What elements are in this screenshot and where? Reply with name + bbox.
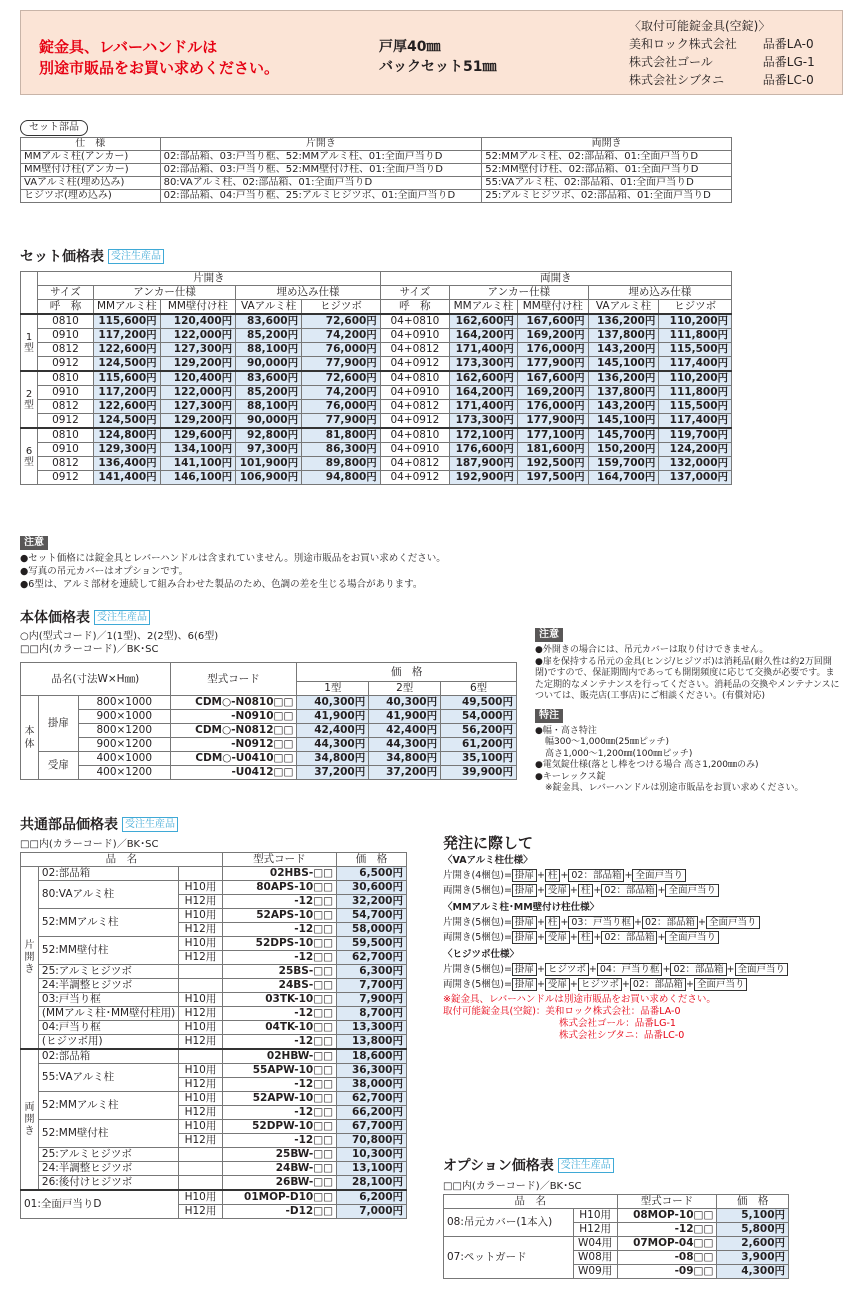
set-price-row: 0812 122,600円 127,300円 88,100円 76,000円 04+0812 171,400円 176,000円 143,200円 115,500円 (21, 343, 732, 357)
body-code-legend: ○内(型式コード)／1(1型)、2(2型)、6(6型) □□内(カラーコード)／BK･SC (20, 631, 219, 655)
option-code-legend: □□内(カラーコード)／BK･SC (443, 1181, 582, 1192)
set-price-title: セット価格表 受注生産品 (20, 248, 164, 266)
common-row: H12用 -D12□□ 7,000円 (21, 1205, 407, 1219)
set-notes: 注意 ●セット価格には錠金具とレバーハンドルは含まれていません。別途市販品をお買い求めください。 ●写真の吊元カバーはオプションです。 ●6型は、アルミ部材を連続して組み合わせた製品のため、色調の差を生じる場合があります。 (20, 537, 446, 590)
order-part-box: 掛扉 (512, 869, 537, 882)
order-part-box: 柱 (578, 931, 594, 944)
set-price-row: 6型 0810 124,800円 129,600円 92,800円 81,800円 04+0810 172,100円 177,100円 145,700円 119,700円 (21, 428, 732, 443)
common-row: 24:半調整ヒジツボ 24BS-□□ 7,700円 (21, 979, 407, 993)
order-s1a: 片開き(4梱包)= 掛扉 + 柱 + 02：部品箱 + 全面戸当り (443, 868, 843, 883)
order-part-box: 03：戸当り框 (568, 916, 634, 929)
common-row: 52:MMアルミ柱 H10用 52APW-10□□ 62,700円 (21, 1092, 407, 1106)
common-row: H12用 -12□□ 58,000円 (21, 923, 407, 937)
common-row: 52:MM壁付柱 H10用 52DPW-10□□ 67,700円 (21, 1120, 407, 1134)
info-banner (20, 10, 843, 95)
order-part-box: 全面戸当り (735, 963, 789, 976)
set-price-row: 0910 129,300円 134,100円 97,300円 86,300円 04+0910 176,600円 181,600円 150,200円 124,200円 (21, 443, 732, 457)
common-row: 55:VAアルミ柱 H10用 55APW-10□□ 36,300円 (21, 1064, 407, 1078)
order-part-box: 掛扉 (512, 931, 537, 944)
order-part-box: 受扉 (545, 931, 570, 944)
order-part-box: 02：部品箱 (568, 869, 624, 882)
common-row: (MMアルミ柱･MM壁付柱用) H12用 -12□□ 8,700円 (21, 1007, 407, 1021)
order-part-box: 02：部品箱 (630, 978, 686, 991)
order-part-box: 02：部品箱 (642, 916, 698, 929)
common-row: 52:MM壁付柱 H10用 52DPS-10□□ 59,500円 (21, 937, 407, 951)
option-price-table: 品 名 型式コード 価 格 08:吊元カバー(1本入) H10用 08MOP-10□□ 5,100円 H12用 -12□□ 5,800円 07:ペットガード W04用 07MOP-04□□ 2,600円 W08用 -08□□ 3,900円 W09用 -09□□ 4,300円 (443, 1194, 789, 1279)
order-part-box: 全面戸当り (694, 978, 748, 991)
common-row: (ヒジツボ用) H12用 -12□□ 13,800円 (21, 1035, 407, 1050)
type-label: 6型 (21, 428, 38, 485)
set-price-row: 0812 136,400円 141,100円 101,900円 89,800円 04+0812 187,900円 192,500円 159,700円 132,000円 (21, 457, 732, 471)
type-label: 2型 (21, 371, 38, 428)
set-price-table: 片開き 両開き サイズ アンカー仕様 埋め込み仕様 サイズ アンカー仕様 埋め込み仕様 呼 称 MMアルミ柱 MM壁付け柱 VAアルミ柱 ヒジツボ 呼 称 MMアルミ柱 MM壁付け柱 VAアルミ柱 ヒジツボ 1型 0810 115,600円 120,400円 83,600円 72,600円 04+0810 162,600円 167,600円 136,200円 110,200円 0910 117,200円 122,000円 85,200円 74,200円 04+0910 164,200円 169,200円 137,800円 111,800円 0812 122,600円 127,300円 88,100円 76,000円 04+0812 171,400円 176,000円 143,200円 115,500円 0912 124,500円 129,200円 90,000円 77,900円 04+0912 173,300円 177,900円 145,100円 117,400円 2型 0810 115,600円 120,400円 83,600円 72,600円 04+0810 162,600円 167,600円 136,200円 110,200円 0910 117,200円 122,000円 85,200円 74,200円 04+0910 164,200円 169,200円 137,800円 111,800円 0812 122,600円 127,300円 88,100円 76,000円 04+0812 171,400円 176,000円 143,200円 115,500円 0912 124,500円 129,200円 90,000円 77,900円 04+0912 173,300円 177,900円 145,100円 117,400円 6型 0810 124,800円 129,600円 92,800円 81,800円 04+0810 172,100円 177,100円 145,700円 119,700円 0910 129,300円 134,100円 97,300円 86,300円 04+0910 176,600円 181,600円 150,200円 124,200円 0812 136,400円 141,100円 101,900円 89,800円 04+0812 187,900円 192,500円 159,700円 132,000円 0912 141,400円 146,100円 106,900円 94,800円 04+0912 192,900円 197,500円 164,700円 137,000円 (20, 271, 732, 485)
order-part-box: 柱 (545, 869, 561, 882)
order-s3b: 両開き(5梱包)= 掛扉 + 受扉 + ヒジツボ + 02：部品箱 + 全面戸当り (443, 977, 843, 992)
order-part-box: 全面戸当り (706, 916, 760, 929)
order-part-box: 全面戸当り (632, 869, 686, 882)
type-label: 1型 (21, 314, 38, 371)
order-s2b: 両開き(5梱包)= 掛扉 + 受扉 + 柱 + 02：部品箱 + 全面戸当り (443, 930, 843, 945)
door-thickness: 戸厚40㎜ バックセット51㎜ (379, 39, 497, 75)
body-notes: 注意 ●外開きの場合には、吊元カバーは取り付けできません。 ●扉を保持する吊元の金具(ヒンジ/ヒジツボ)は消耗品(耐久性は約2万回開閉)ですので、保証期間内であっても開閉頻度に応じて交換が必要です。また定期的なメンテナンスを行ってください。消耗品の交換やメンテナンスについては、販売店(工事店)にご相談ください。(有償対応) 特注 ●幅・高さ特注 幅300〜1,000㎜(25㎜ピッチ) 高さ1,000〜1,200㎜(100㎜ピッチ) ●電気錠仕様(落とし棒をつける場合 高さ1,200㎜のみ) ●キーレックス錠 ※錠金具、レバーハンドルは別途市販品をお買い求めください。 (535, 629, 840, 793)
order-s3a: 片開き(5梱包)= 掛扉 + ヒジツボ + 04：戸当り框 + 02：部品箱 + 全面戸当り (443, 962, 843, 977)
order-part-box: 掛扉 (512, 978, 537, 991)
common-row: H12用 -12□□ 62,700円 (21, 951, 407, 965)
common-price-title: 共通部品価格表 受注生産品 (20, 816, 178, 834)
body-price-title: 本体価格表 受注生産品 (20, 609, 150, 627)
set-price-row: 0912 124,500円 129,200円 90,000円 77,900円 04+0912 173,300円 177,900円 145,100円 117,400円 (21, 414, 732, 429)
common-row: 24:半調整ヒジツボ 24BW-□□ 13,100円 (21, 1162, 407, 1176)
common-row: 80:VAアルミ柱 H10用 80APS-10□□ 30,600円 (21, 881, 407, 895)
common-row: 両開き 02:部品箱 02HBW-□□ 18,600円 (21, 1049, 407, 1064)
order-part-box: 04：戸当り框 (597, 963, 663, 976)
common-row: 01:全面戸当りD H10用 01MOP-D10□□ 6,200円 (21, 1190, 407, 1205)
body-price-table: 品名(寸法W×H㎜) 型式コード 価 格 1型 2型 6型 本体 掛扉 800×1000 CDM○-N0810□□ 40,300円 40,300円 49,500円 900×1000 -N0910□□ 41,900円 41,900円 54,000円 800×1200 CDM○-N0812□□ 42,400円 42,400円 56,200円 900×1200 -N0912□□ 44,300円 44,300円 61,200円 受扉 400×1000 CDM○-U0410□□ 34,800円 34,800円 35,100円 400×1200 -U0412□□ 37,200円 37,200円 39,900円 (20, 662, 517, 780)
compatible-locks: 〈取付可能錠金具(空錠)〉 美和ロック株式会社 品番LA-0 株式会社ゴール 品番LG-1 株式会社シブタニ 品番LC-0 (629, 19, 815, 87)
set-price-row: 0912 124,500円 129,200円 90,000円 77,900円 04+0912 173,300円 177,900円 145,100円 117,400円 (21, 357, 732, 372)
lock-warning: 錠金具、レバーハンドルは 別途市販品をお買い求めください。 (39, 38, 280, 77)
common-row: H12用 -12□□ 70,800円 (21, 1134, 407, 1148)
common-row: 片開き 02:部品箱 02HBS-□□ 6,500円 (21, 867, 407, 881)
order-part-box: 柱 (545, 916, 561, 929)
order-part-box: 受扉 (545, 978, 570, 991)
order-s1b: 両開き(5梱包)= 掛扉 + 受扉 + 柱 + 02：部品箱 + 全面戸当り (443, 883, 843, 898)
set-parts-label: セット部品 (20, 120, 88, 136)
common-price-table: 品 名 型式コード 価 格 片開き 02:部品箱 02HBS-□□ 6,500円 80:VAアルミ柱 H10用 80APS-10□□ 30,600円 H12用 -12□□ 32,200円 52:MMアルミ柱 H10用 52APS-10□□ 54,700円 H12用 -12□□ 58,000円 52:MM壁付柱 H10用 52DPS-10□□ 59,500円 H12用 -12□□ 62,700円 25:アルミヒジツボ 25BS-□□ 6,300円 24:半調整ヒジツボ 24BS-□□ 7,700円 03:戸当り框 H10用 03TK-10□□ 7,900円 (MMアルミ柱･MM壁付柱用) H12用 -12□□ 8,700円 04:戸当り框 H10用 04TK-10□□ 13,300円 (ヒジツボ用) H12用 -12□□ 13,800円 両開き 02:部品箱 02HBW-□□ 18,600円 55:VAアルミ柱 H10用 55APW-10□□ 36,300円 H12用 -12□□ 38,000円 52:MMアルミ柱 H10用 52APW-10□□ 62,700円 H12用 -12□□ 66,200円 52:MM壁付柱 H10用 52DPW-10□□ 67,700円 H12用 -12□□ 70,800円 25:アルミヒジツボ 25BW-□□ 10,300円 24:半調整ヒジツボ 24BW-□□ 13,100円 26:後付けヒジツボ 26BW-□□ 28,100円 01:全面戸当りD H10用 01MOP-D10□□ 6,200円 H12用 -D12□□ 7,000円 (20, 852, 407, 1219)
option-price-title: オプション価格表 受注生産品 (443, 1157, 614, 1175)
order-part-box: 02：部品箱 (670, 963, 726, 976)
group-double: 両開き (21, 1049, 39, 1190)
common-row: 04:戸当り框 H10用 04TK-10□□ 13,300円 (21, 1021, 407, 1035)
order-part-box: 全面戸当り (665, 884, 719, 897)
common-row: 25:アルミヒジツボ 25BW-□□ 10,300円 (21, 1148, 407, 1162)
order-part-box: 掛扉 (512, 884, 537, 897)
common-row: 03:戸当り框 H10用 03TK-10□□ 7,900円 (21, 993, 407, 1007)
order-part-box: 全面戸当り (665, 931, 719, 944)
order-part-box: 02：部品箱 (601, 884, 657, 897)
group-single: 片開き (21, 867, 39, 1050)
common-row: 52:MMアルミ柱 H10用 52APS-10□□ 54,700円 (21, 909, 407, 923)
order-title: 発注に際して (443, 834, 534, 852)
order-s2a: 片開き(5梱包)= 掛扉 + 柱 + 03：戸当り框 + 02：部品箱 + 全面戸当り (443, 915, 843, 930)
set-parts-table: 仕 様 片開き 両開き MMアルミ柱(アンカー) 02:部品箱、03:戸当り框、52:MMアルミ柱、01:全面戸当りD 52:MMアルミ柱、02:部品箱、01:全面戸当りD MM壁付け柱(アンカー) 02:部品箱、03:戸当り框、52:MM壁付け柱、01:全面戸当りD 52:MM壁付け柱、02:部品箱、01:全面戸当りD VAアルミ柱(埋め込み) 80:VAアルミ柱、02:部品箱、01:全面戸当りD 55:VAアルミ柱、02:部品箱、01:全面戸当りD ヒジツボ(埋め込み) 02:部品箱、04:戸当り框、25:アルミヒジツボ、01:全面戸当りD 25:アルミヒジツボ、02:部品箱、01:全面戸当りD (20, 137, 732, 203)
order-part-box: ヒジツボ (578, 978, 622, 991)
order-section: 発注に際して 〈VAアルミ柱仕様〉 片開き(4梱包)= 掛扉 + 柱 + 02：部品箱 + 全面戸当り 両開き(5梱包)= 掛扉 + 受扉 + 柱 + 02：部品箱 + 全面戸当り 〈MMアルミ柱･MM壁付け柱仕様〉 片開き(5梱包)= 掛扉 + 柱 + 03：戸当り框 + 02：部品箱 + 全面戸当り 両開き(5梱包)= 掛扉 + 受扉 + 柱 + 02：部品箱 + 全面戸当り 〈ヒジツボ仕様〉 片開き(5梱包)= 掛扉 + ヒジツボ + 04：戸当り框 + 02：部品箱 + 全面戸当り 両開き(5梱包)= 掛扉 + 受扉 + ヒジツボ + 02：部品箱 + 全面戸当り ※錠金具、レバーハンドルは別途市販品をお買い求めください。 取付可能錠金具(空錠)：美和ロック株式会社：品番LA-0 株式会社ゴール：品番LG-1 株式会社シブタニ：品番LC-0 (443, 833, 843, 1042)
order-part-box: 受扉 (545, 884, 570, 897)
common-row: H12用 -12□□ 38,000円 (21, 1078, 407, 1092)
common-row: H12用 -12□□ 66,200円 (21, 1106, 407, 1120)
common-row: 26:後付けヒジツボ 26BW-□□ 28,100円 (21, 1176, 407, 1191)
set-price-row: 0910 117,200円 122,000円 85,200円 74,200円 04+0910 164,200円 169,200円 137,800円 111,800円 (21, 329, 732, 343)
common-row: 25:アルミヒジツボ 25BS-□□ 6,300円 (21, 965, 407, 979)
order-part-box: 掛扉 (512, 963, 537, 976)
common-row: H12用 -12□□ 32,200円 (21, 895, 407, 909)
order-part-box: 02：部品箱 (601, 931, 657, 944)
order-part-box: 掛扉 (512, 916, 537, 929)
set-price-row: 1型 0810 115,600円 120,400円 83,600円 72,600円 04+0810 162,600円 167,600円 136,200円 110,200円 (21, 314, 732, 329)
set-price-row: 0912 141,400円 146,100円 106,900円 94,800円 04+0912 192,900円 197,500円 164,700円 137,000円 (21, 471, 732, 485)
set-price-row: 0910 117,200円 122,000円 85,200円 74,200円 04+0910 164,200円 169,200円 137,800円 111,800円 (21, 386, 732, 400)
order-part-box: ヒジツボ (545, 963, 589, 976)
order-part-box: 柱 (578, 884, 594, 897)
set-price-row: 2型 0810 115,600円 120,400円 83,600円 72,600円 04+0810 162,600円 167,600円 136,200円 110,200円 (21, 371, 732, 386)
set-price-row: 0812 122,600円 127,300円 88,100円 76,000円 04+0812 171,400円 176,000円 143,200円 115,500円 (21, 400, 732, 414)
common-code-legend: □□内(カラーコード)／BK･SC (20, 839, 159, 850)
